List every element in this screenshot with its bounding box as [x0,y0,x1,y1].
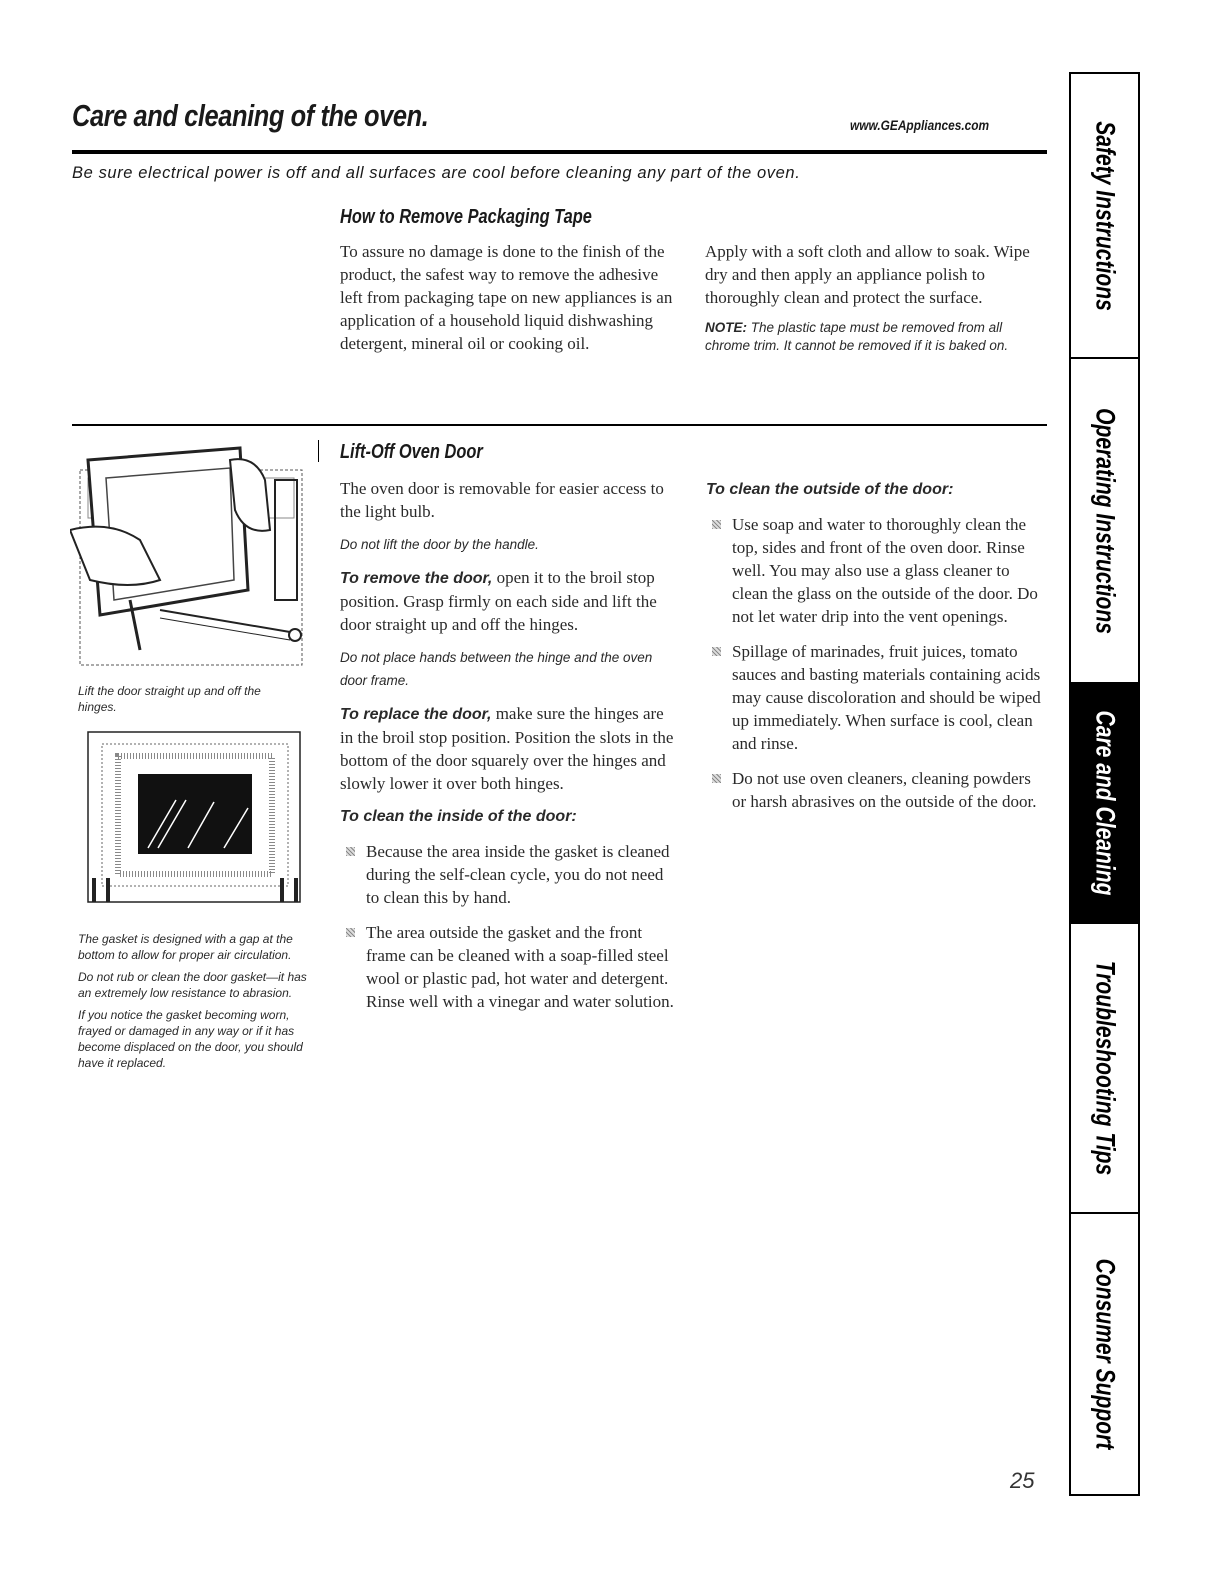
bullet-icon [712,520,721,529]
remove-door-label: To remove the door, [340,570,493,587]
tab-consumer-support[interactable]: Consumer Support [1090,1258,1120,1450]
header-rule [72,150,1047,154]
tape-paragraph-1: To assure no damage is done to the finish of the product, the safest way to remove the adhesive left from packaging tape on new appliances is an application of a household liquid dishwashing detergent, mineral oil or cooking oil. [340,242,673,353]
lift-caption [78,683,293,721]
tab-operating-instructions[interactable]: Operating Instructions [1071,359,1138,684]
remove-door-text: open it to the broil stop position. Grasp firmly on each side and lift the door straight up and off the hinges. [340,568,657,634]
outside-door-heading: To clean the outside of the door: [706,481,954,498]
bullet-icon [712,647,721,656]
bullet-icon [346,847,355,856]
tape-heading: How to Remove Packaging Tape [340,206,592,228]
safety-subtitle: Be sure electrical power is off and all surfaces are cool before cleaning any part of the oven. [72,164,801,182]
list-item: Spillage of marinades, fruit juices, tomato sauces and basting materials containing acids may cause discoloration and should be wiped up immediately. When surface is cool, clean and rinse. [706,640,1046,755]
page-number: 25 [1010,1468,1035,1493]
inside-door-list [340,840,680,1013]
gasket-captions [78,931,318,1077]
bullet-icon [346,928,355,937]
tape-note [705,319,1045,355]
outside-door-column [706,478,1046,825]
list-item: Use soap and water to thoroughly clean the top, sides and front of the oven door. Rinse well. You may also use a glass cleaner to clean the glass on the outside of the door. Do not let water drip into the vent openings. [706,513,1046,628]
oven-gasket-illustration [86,730,304,905]
door-intro: The oven door is removable for easier access to the light bulb. [340,479,664,521]
tape-column-2 [705,240,1045,355]
tape-paragraph-2: Apply with a soft cloth and allow to soak. Wipe dry and then apply an appliance polish to thoroughly clean and protect the surface. [705,242,1030,307]
inside-door-heading: To clean the inside of the door: [340,808,577,825]
column-divider [318,440,319,462]
page-title: Care and cleaning of the oven. [72,98,429,133]
replace-door-paragraph [340,702,680,795]
list-item: The area outside the gasket and the front frame can be cleaned with a soap-filled steel wool or plastic pad, hot water and detergent. Rinse well with a vinegar and water solution. [340,921,680,1013]
section-tabs [1069,72,1140,1496]
outside-door-list [706,513,1046,813]
gasket-caption-3: If you notice the gasket becoming worn, frayed or damaged in any way or if it has become displaced on the door, you should have it replaced. [78,1008,303,1070]
website-url[interactable]: www.GEAppliances.com [850,117,990,133]
door-caution-hinge: Do not place hands between the hinge and the oven door frame. [340,650,653,688]
list-item: Because the area inside the gasket is cleaned during the self-clean cycle, you do not need to clean this by hand. [340,840,680,909]
door-heading: Lift-Off Oven Door [340,441,483,463]
lift-caption-text: Lift the door straight up and off the hinges. [78,684,261,714]
remove-door-paragraph [340,566,680,636]
door-column [340,477,680,1025]
tape-column-1 [340,240,685,365]
gasket-caption-2: Do not rub or clean the door gasket—it has an extremely low resistance to abrasion. [78,970,307,1000]
replace-door-label: To replace the door, [340,706,492,723]
door-caution-handle: Do not lift the door by the handle. [340,537,539,552]
tab-troubleshooting-tips[interactable]: Troubleshooting Tips [1071,924,1138,1214]
replace-door-text: make sure the hinges are in the broil stop position. Position the slots in the bottom of the door squarely over the hinges and slowly lower it over both hinges. [340,704,674,793]
door-lift-illustration [70,440,310,670]
list-item: Do not use oven cleaners, cleaning powders or harsh abrasives on the outside of the door. [706,767,1046,813]
note-text: The plastic tape must be removed from all chrome trim. It cannot be removed if it is baked on. [705,320,1009,353]
note-label: NOTE: [705,320,747,335]
bullet-icon [712,774,721,783]
tab-safety-instructions[interactable]: Safety Instructions [1071,74,1138,359]
section-rule [72,424,1047,426]
gasket-caption-1: The gasket is designed with a gap at the bottom to allow for proper air circulation. [78,932,293,962]
tab-care-and-cleaning[interactable]: Care and Cleaning [1071,684,1138,924]
